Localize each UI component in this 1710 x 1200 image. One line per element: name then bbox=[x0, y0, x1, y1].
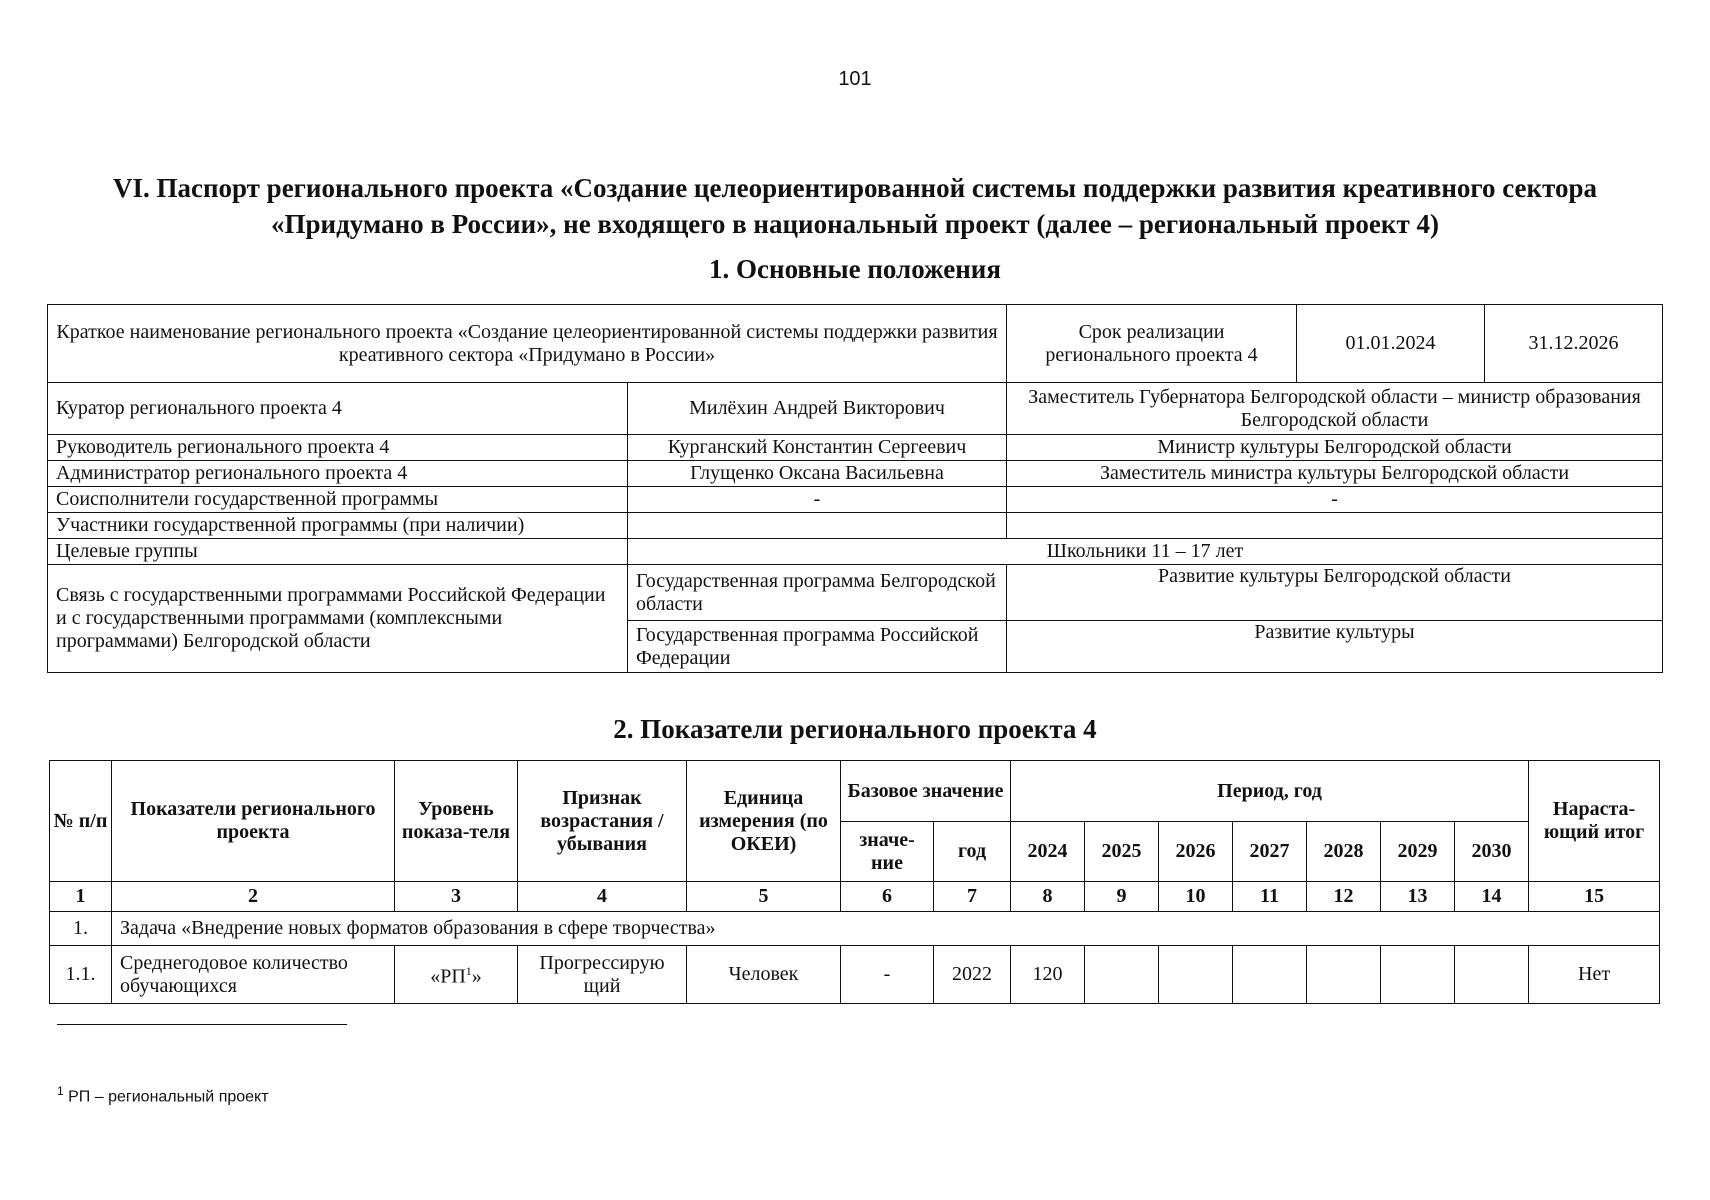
row-label: Куратор регионального проекта 4 bbox=[48, 383, 628, 435]
column-number: 9 bbox=[1085, 882, 1159, 912]
header-base-year: год bbox=[934, 822, 1011, 882]
row-position bbox=[1007, 513, 1663, 539]
task-row bbox=[50, 912, 1660, 946]
column-number: 14 bbox=[1455, 882, 1529, 912]
header-year: 2029 bbox=[1381, 822, 1455, 882]
row-person: Глущенко Оксана Васильевна bbox=[628, 461, 1007, 487]
row-position: Министр культуры Белгородской области bbox=[1007, 435, 1663, 461]
program-link-label: Связь с государственными программами Российской Федерации и с государственными программами (комплексными программами) Белгородской области bbox=[48, 565, 628, 673]
term-label-cell: Срок реализации регионального проекта 4 bbox=[1007, 305, 1297, 383]
column-number: 6 bbox=[841, 882, 934, 912]
footnote-text: РП – региональный проект bbox=[63, 1088, 269, 1106]
document-title: VI. Паспорт регионального проекта «Создание целеориентированной системы поддержки развития креативного сектора «Придумано в России», не входящего в национальный проект (далее – региональный проект 4) bbox=[112, 173, 1598, 239]
row-person: - bbox=[628, 487, 1007, 513]
header-sign: Признак возрастания / убывания bbox=[518, 761, 687, 882]
indicator-2024: 120 bbox=[1011, 946, 1085, 1004]
indicator-2030 bbox=[1455, 946, 1529, 1004]
term-end-cell: 31.12.2026 bbox=[1485, 305, 1663, 383]
header-year: 2030 bbox=[1455, 822, 1529, 882]
row-position: - bbox=[1007, 487, 1663, 513]
row-label: Администратор регионального проекта 4 bbox=[48, 461, 628, 487]
indicator-2028 bbox=[1307, 946, 1381, 1004]
indicator-2027 bbox=[1233, 946, 1307, 1004]
section-1-title: 1. Основные положения bbox=[709, 254, 1001, 284]
table-row bbox=[48, 435, 1663, 461]
header-year: 2028 bbox=[1307, 822, 1381, 882]
footnote-ref: 1 bbox=[465, 964, 472, 979]
footnote-mark: 1 bbox=[57, 1084, 64, 1098]
header-period: Период, год bbox=[1011, 761, 1529, 822]
row-position: Заместитель Губернатора Белгородской области – министр образования Белгородской области bbox=[1007, 383, 1663, 435]
table-row bbox=[48, 513, 1663, 539]
main-provisions-table bbox=[47, 304, 1663, 673]
indicator-base-year: 2022 bbox=[934, 946, 1011, 1004]
column-number: 10 bbox=[1159, 882, 1233, 912]
target-groups-label: Целевые группы bbox=[48, 539, 628, 565]
indicator-level-text: «РП bbox=[430, 965, 466, 988]
section-2-title: 2. Показатели регионального проекта 4 bbox=[613, 714, 1097, 744]
table-row bbox=[48, 305, 1663, 383]
table-row bbox=[48, 565, 1663, 621]
row-position: Заместитель министра культуры Белгородской области bbox=[1007, 461, 1663, 487]
task-num: 1. bbox=[50, 912, 112, 946]
indicator-level-end: » bbox=[471, 965, 482, 988]
table-row bbox=[48, 487, 1663, 513]
term-start-cell: 01.01.2024 bbox=[1297, 305, 1485, 383]
indicator-name: Среднегодовое количество обучающихся bbox=[112, 946, 395, 1004]
column-number: 7 bbox=[934, 882, 1011, 912]
task-text: Задача «Внедрение новых форматов образования в сфере творчества» bbox=[112, 912, 1660, 946]
indicator-level bbox=[395, 946, 518, 1004]
table-row bbox=[48, 539, 1663, 565]
indicator-2026 bbox=[1159, 946, 1233, 1004]
header-base-value: значе-ние bbox=[841, 822, 934, 882]
column-number-row bbox=[50, 882, 1660, 912]
header-num: № п/п bbox=[50, 761, 112, 882]
header-indicator: Показатели регионального проекта bbox=[112, 761, 395, 882]
header-year: 2026 bbox=[1159, 822, 1233, 882]
header-cumulative: Нараста-ющий итог bbox=[1529, 761, 1660, 882]
header-base: Базовое значение bbox=[841, 761, 1011, 822]
column-number: 4 bbox=[518, 882, 687, 912]
row-person bbox=[628, 513, 1007, 539]
footnote-divider bbox=[57, 1024, 347, 1025]
header-year: 2027 bbox=[1233, 822, 1307, 882]
indicator-cumulative: Нет bbox=[1529, 946, 1660, 1004]
column-number: 2 bbox=[112, 882, 395, 912]
row-label: Участники государственной программы (при наличии) bbox=[48, 513, 628, 539]
column-number: 12 bbox=[1307, 882, 1381, 912]
column-number: 8 bbox=[1011, 882, 1085, 912]
header-level: Уровень показа-теля bbox=[395, 761, 518, 882]
table-row bbox=[48, 461, 1663, 487]
row-person: Курганский Константин Сергеевич bbox=[628, 435, 1007, 461]
column-number: 11 bbox=[1233, 882, 1307, 912]
indicators-table bbox=[49, 760, 1660, 1004]
column-number: 1 bbox=[50, 882, 112, 912]
program-type: Государственная программа Российской Федерации bbox=[628, 621, 1007, 673]
table-header-row bbox=[50, 761, 1660, 822]
row-label: Руководитель регионального проекта 4 bbox=[48, 435, 628, 461]
indicator-2025 bbox=[1085, 946, 1159, 1004]
footnote bbox=[57, 1084, 269, 1106]
header-year: 2024 bbox=[1011, 822, 1085, 882]
short-name-cell: Краткое наименование регионального проекта «Создание целеориентированной системы поддержки развития креативного сектора «Придумано в России» bbox=[48, 305, 1007, 383]
indicator-2029 bbox=[1381, 946, 1455, 1004]
indicator-sign: Прогрессирую щий bbox=[518, 946, 687, 1004]
row-label: Соисполнители государственной программы bbox=[48, 487, 628, 513]
table-row bbox=[48, 383, 1663, 435]
program-type: Государственная программа Белгородской области bbox=[628, 565, 1007, 621]
target-groups-value: Школьники 11 – 17 лет bbox=[628, 539, 1663, 565]
page-number: 101 bbox=[838, 68, 872, 90]
header-year: 2025 bbox=[1085, 822, 1159, 882]
column-number: 13 bbox=[1381, 882, 1455, 912]
row-person: Милёхин Андрей Викторович bbox=[628, 383, 1007, 435]
indicator-row bbox=[50, 946, 1660, 1004]
column-number: 15 bbox=[1529, 882, 1660, 912]
header-unit: Единица измерения (по ОКЕИ) bbox=[687, 761, 841, 882]
indicator-unit: Человек bbox=[687, 946, 841, 1004]
program-name: Развитие культуры Белгородской области bbox=[1007, 565, 1663, 621]
indicator-num: 1.1. bbox=[50, 946, 112, 1004]
column-number: 5 bbox=[687, 882, 841, 912]
program-name: Развитие культуры bbox=[1007, 621, 1663, 673]
column-number: 3 bbox=[395, 882, 518, 912]
indicator-base-value: - bbox=[841, 946, 934, 1004]
